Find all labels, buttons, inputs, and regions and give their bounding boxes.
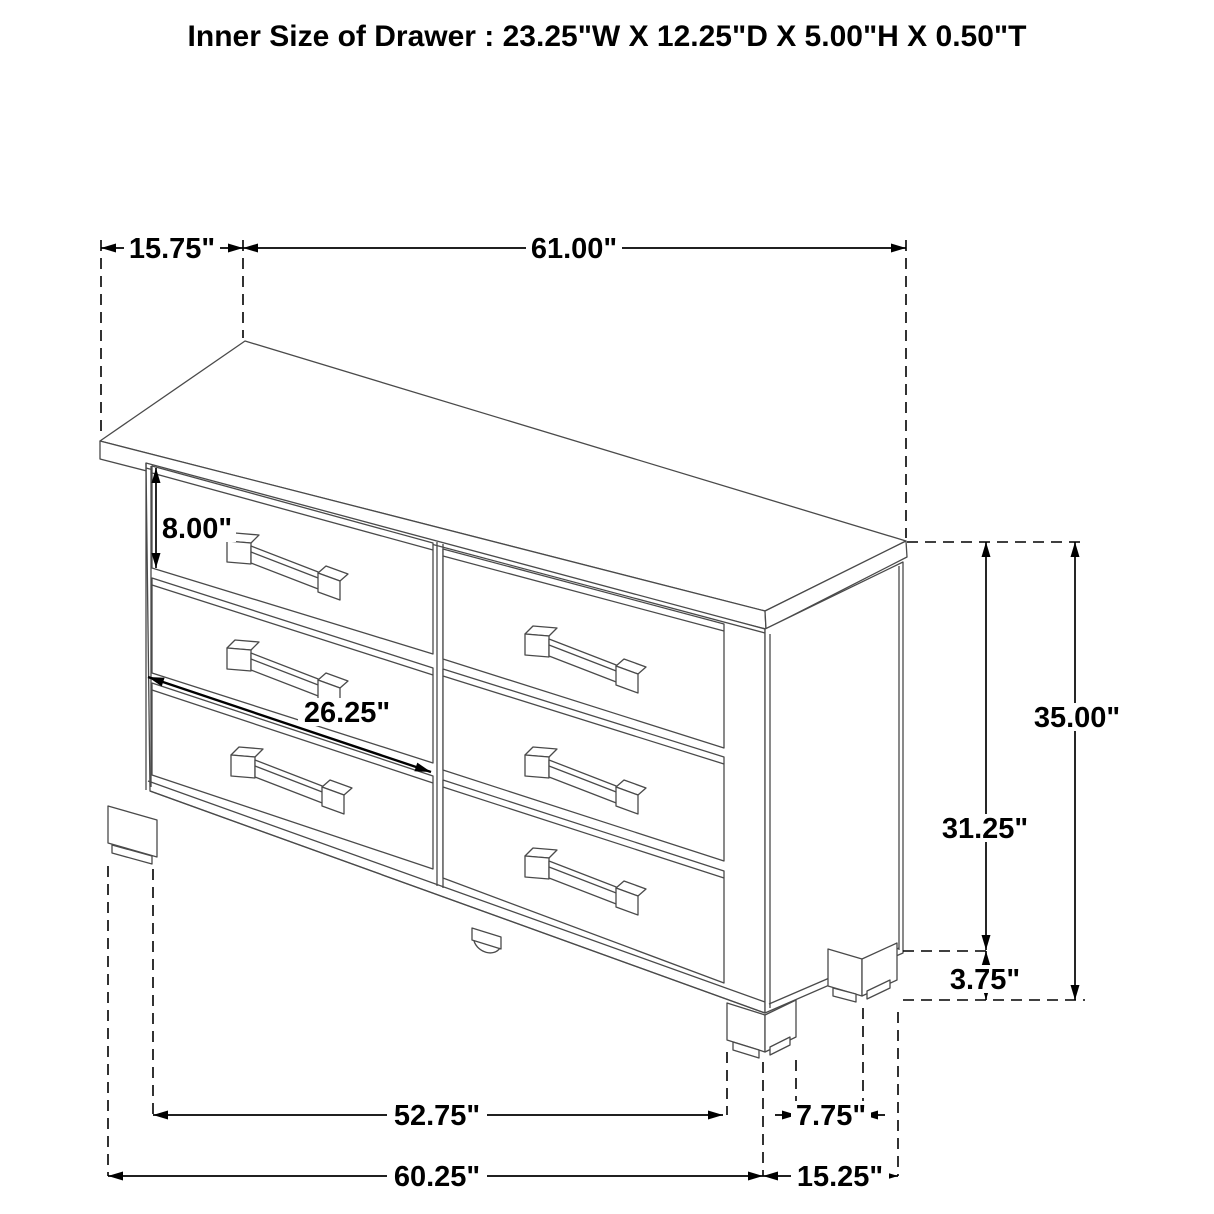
dim-label-top-width: 61.00" (530, 233, 618, 265)
dim-label-leg-height: 3.75" (949, 964, 1021, 996)
center-foot (472, 928, 501, 953)
front-left-leg (108, 806, 157, 864)
dresser-drawing (100, 341, 907, 1058)
dim-label-overall-depth: 15.25" (796, 1161, 884, 1193)
dim-label-overall-width: 60.25" (393, 1161, 481, 1193)
diagram-title: Inner Size of Drawer : 23.25"W X 12.25"D X 5.00"H X 0.50"T (187, 20, 1027, 53)
dim-label-drawer-width: 26.25" (303, 697, 391, 729)
dim-label-leg-span-front: 52.75" (393, 1100, 481, 1132)
dim-label-body-height: 31.25" (941, 813, 1029, 845)
dim-label-overall-height: 35.00" (1033, 702, 1121, 734)
dim-label-drawer-height: 8.00" (161, 513, 233, 545)
side-panel (765, 562, 903, 1013)
dim-label-leg-span-side: 7.75" (795, 1100, 867, 1132)
dim-label-top-offset: 15.75" (128, 233, 216, 265)
